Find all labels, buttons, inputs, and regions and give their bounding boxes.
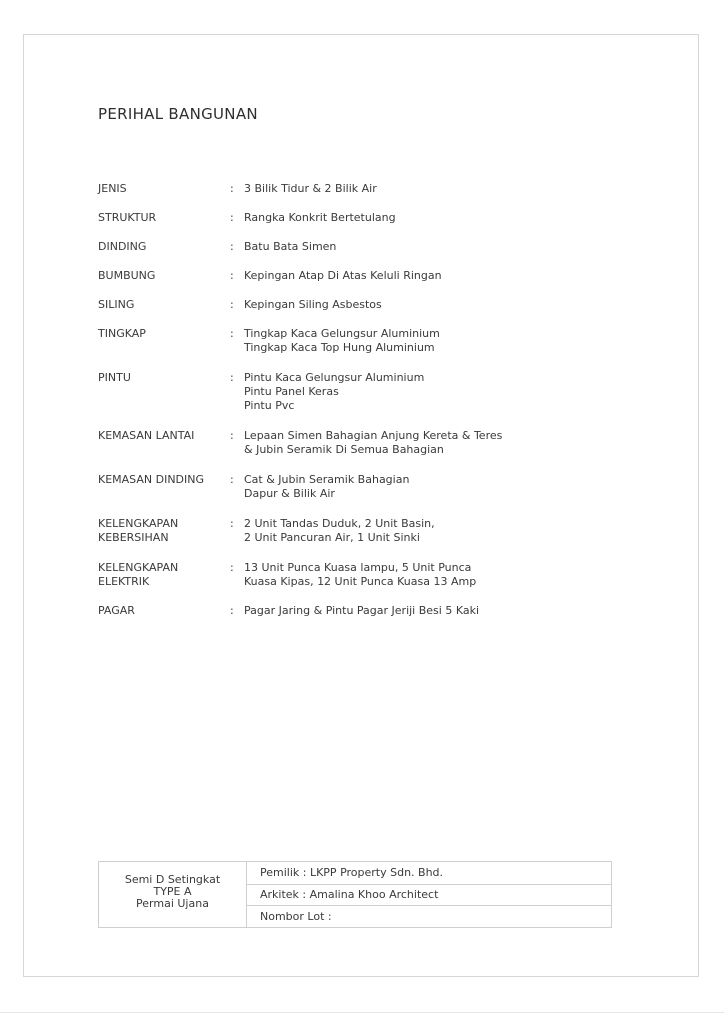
spec-value-line: Kepingan Siling Asbestos	[244, 298, 382, 311]
spec-value-line: 2 Unit Tandas Duduk, 2 Unit Basin,	[244, 517, 435, 530]
spec-row-dinding	[98, 240, 618, 254]
spec-colon: :	[230, 604, 234, 617]
house-type-cell	[99, 862, 247, 927]
spec-label-line: TINGKAP	[98, 327, 146, 340]
owner-cell: Pemilik : LKPP Property Sdn. Bhd.	[260, 866, 444, 880]
spec-value-line: Kuasa Kipas, 12 Unit Punca Kuasa 13 Amp	[244, 575, 477, 588]
spec-label-line: JENIS	[98, 182, 127, 195]
spec-row-jenis	[98, 182, 618, 196]
spec-row-pintu	[98, 371, 618, 413]
spec-value-line: Lepaan Simen Bahagian Anjung Kereta & Teres	[244, 429, 503, 442]
spec-value-line: Pintu Panel Keras	[244, 385, 339, 398]
spec-label-line: KEBERSIHAN	[98, 531, 169, 544]
spec-colon: :	[230, 327, 234, 340]
spec-label-line: PAGAR	[98, 604, 135, 617]
spec-row-kemasan-dinding	[98, 473, 618, 501]
spec-label-line: DINDING	[98, 240, 147, 253]
spec-colon: :	[230, 211, 234, 224]
spec-value-line: 13 Unit Punca Kuasa lampu, 5 Unit Punca	[244, 561, 472, 574]
spec-row-siling	[98, 298, 618, 312]
spec-colon: :	[230, 517, 234, 530]
spec-label-line: PINTU	[98, 371, 131, 384]
spec-value-line: 3 Bilik Tidur & 2 Bilik Air	[244, 182, 377, 195]
page-bottom-rule	[0, 1012, 724, 1013]
spec-value-line: Tingkap Kaca Gelungsur Aluminium	[244, 327, 440, 340]
spec-colon: :	[230, 429, 234, 442]
spec-label-line: BUMBUNG	[98, 269, 156, 282]
spec-value-line: Tingkap Kaca Top Hung Aluminium	[244, 341, 435, 354]
architect-cell: Arkitek : Amalina Khoo Architect	[247, 884, 611, 906]
spec-list	[98, 182, 618, 618]
spec-value-line: 2 Unit Pancuran Air, 1 Unit Sinki	[244, 531, 420, 544]
spec-value-line: & Jubin Seramik Di Semua Bahagian	[244, 443, 444, 456]
spec-value-line: Pagar Jaring & Pintu Pagar Jeriji Besi 5 Kaki	[244, 604, 480, 617]
spec-value-line: Pintu Kaca Gelungsur Aluminium	[244, 371, 425, 384]
spec-label-line: SILING	[98, 298, 135, 311]
spec-row-kelengkapan-elektrik	[98, 561, 618, 589]
spec-colon: :	[230, 269, 234, 282]
spec-colon: :	[230, 182, 234, 195]
spec-row-pagar	[98, 604, 618, 618]
spec-value-line: Cat & Jubin Seramik Bahagian	[244, 473, 410, 486]
spec-colon: :	[230, 473, 234, 486]
house-type-line: TYPE A	[153, 884, 192, 898]
spec-colon: :	[230, 298, 234, 311]
spec-label-line: KEMASAN LANTAI	[98, 429, 195, 442]
spec-value-line: Rangka Konkrit Bertetulang	[244, 211, 396, 224]
spec-label-line: KEMASAN DINDING	[98, 473, 205, 486]
spec-colon: :	[230, 561, 234, 574]
spec-value-line: Kepingan Atap Di Atas Keluli Ringan	[244, 269, 442, 282]
spec-value-line: Pintu Pvc	[244, 399, 295, 412]
lot-number-cell: Nombor Lot :	[247, 905, 611, 927]
house-type-line: Permai Ujana	[136, 896, 209, 910]
spec-row-kemasan-lantai	[98, 429, 618, 457]
spec-label-line: KELENGKAPAN	[98, 561, 179, 574]
title-block-table	[98, 861, 612, 928]
spec-row-tingkap	[98, 327, 618, 355]
house-type-line: Semi D Setingkat	[124, 872, 221, 886]
spec-value-line: Dapur & Bilik Air	[244, 487, 335, 500]
spec-label-line: STRUKTUR	[98, 211, 157, 224]
spec-label-line: KELENGKAPAN	[98, 517, 179, 530]
spec-row-kelengkapan-kebersihan	[98, 517, 618, 545]
spec-colon: :	[230, 240, 234, 253]
spec-label-line: ELEKTRIK	[98, 575, 150, 588]
spec-row-struktur	[98, 211, 618, 225]
spec-row-bumbung	[98, 269, 618, 283]
spec-value-line: Batu Bata Simen	[244, 240, 337, 253]
page-title: PERIHAL BANGUNAN	[98, 105, 258, 123]
spec-colon: :	[230, 371, 234, 384]
